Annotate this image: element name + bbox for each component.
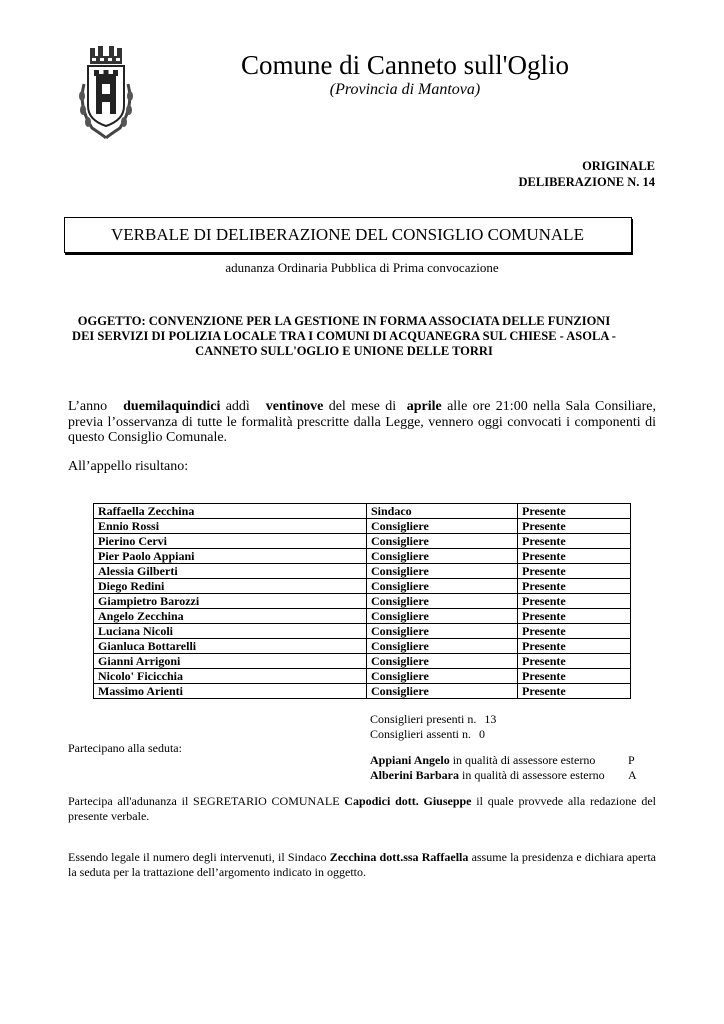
attendance-summary <box>370 712 496 742</box>
assenti-label: Consiglieri assenti n. <box>370 727 471 741</box>
table-row <box>94 624 631 639</box>
assessore-row <box>370 753 640 768</box>
mese-label: del mese di <box>328 399 397 414</box>
member-name-cell: Pier Paolo Appiani <box>94 549 367 564</box>
member-role-cell: Consigliere <box>367 549 518 564</box>
sindaco-after: assume la presidenza e dichiara aperta la seduta per la trattazione dell’argomento indicato in oggetto. <box>68 850 657 879</box>
member-role-cell: Consigliere <box>367 609 518 624</box>
intro-paragraph <box>68 399 656 446</box>
member-name-cell: Angelo Zecchina <box>94 609 367 624</box>
member-status-cell: Presente <box>518 519 631 534</box>
member-status-cell: Presente <box>518 549 631 564</box>
segretario-after: il quale provvede alla redazione del presente verbale. <box>68 794 657 823</box>
session-type: adunanza Ordinaria Pubblica di Prima convocazione <box>225 260 499 275</box>
member-name-cell: Giampietro Barozzi <box>94 594 367 609</box>
member-status-cell: Presente <box>518 684 631 699</box>
member-role-cell: Sindaco <box>367 504 518 519</box>
table-row <box>94 534 631 549</box>
table-row <box>94 519 631 534</box>
member-status-cell: Presente <box>518 564 631 579</box>
subject-block <box>66 314 622 359</box>
addi-label: addì <box>225 399 250 414</box>
assessore-status: A <box>628 768 637 782</box>
partecipano-label: Partecipano alla seduta: <box>68 741 182 755</box>
assessori-list <box>370 753 640 783</box>
assessore-desc: in qualità di assessore esterno <box>452 753 596 767</box>
mese-value: aprile <box>406 399 442 414</box>
member-status-cell: Presente <box>518 594 631 609</box>
giorno-value: ventinove <box>265 399 324 414</box>
municipality-title: Comune di Canneto sull'Oglio <box>240 50 570 80</box>
member-status-cell: Presente <box>518 609 631 624</box>
sindaco-before: Essendo legale il numero degli intervenuti, il Sindaco <box>68 850 330 864</box>
table-row <box>94 594 631 609</box>
assessore-name: Appiani Angelo <box>370 753 450 767</box>
member-status-cell: Presente <box>518 669 631 684</box>
table-row <box>94 549 631 564</box>
member-role-cell: Consigliere <box>367 639 518 654</box>
member-role-cell: Consigliere <box>367 669 518 684</box>
table-row <box>94 579 631 594</box>
member-status-cell: Presente <box>518 534 631 549</box>
table-row <box>94 669 631 684</box>
anno-value: duemilaquindici <box>123 399 221 414</box>
assenti-count: 0 <box>479 727 485 741</box>
member-name-cell: Pierino Cervi <box>94 534 367 549</box>
attendance-table <box>93 503 631 699</box>
segretario-name: Capodici dott. Giuseppe <box>344 794 472 808</box>
table-row <box>94 609 631 624</box>
member-role-cell: Consigliere <box>367 654 518 669</box>
province-subtitle: (Provincia di Mantova) <box>329 81 481 98</box>
table-row <box>94 639 631 654</box>
attendance-table-wrapper <box>93 503 631 699</box>
sindaco-paragraph <box>68 850 656 880</box>
member-status-cell: Presente <box>518 639 631 654</box>
presenti-count: 13 <box>484 712 497 726</box>
assessore-status: P <box>628 753 635 767</box>
table-row <box>94 654 631 669</box>
member-role-cell: Consigliere <box>367 579 518 594</box>
assessore-desc: in qualità di assessore esterno <box>462 768 605 782</box>
member-status-cell: Presente <box>518 654 631 669</box>
member-role-cell: Consigliere <box>367 684 518 699</box>
member-name-cell: Diego Redini <box>94 579 367 594</box>
subject-line-2: DEI SERVIZI DI POLIZIA LOCALE TRA I COMUNI DI ACQUANEGRA SUL CHIESE - ASOLA - <box>72 329 616 343</box>
member-status-cell: Presente <box>518 624 631 639</box>
attendance-table-body <box>94 504 631 699</box>
member-name-cell: Nicolo' Ficicchia <box>94 669 367 684</box>
member-role-cell: Consigliere <box>367 564 518 579</box>
assessore-name: Alberini Barbara <box>370 768 459 782</box>
presenti-label: Consiglieri presenti n. <box>370 712 477 726</box>
member-name-cell: Gianluca Bottarelli <box>94 639 367 654</box>
intro-rest: alle ore 21:00 nella Sala Consiliare, previa l’osservanza di tutte le formalità prescritte dalla Legge, vennero oggi convocati i componenti di questo Consiglio Comunale. <box>68 399 657 445</box>
member-role-cell: Consigliere <box>367 519 518 534</box>
member-role-cell: Consigliere <box>367 624 518 639</box>
member-name-cell: Massimo Arienti <box>94 684 367 699</box>
member-name-cell: Gianni Arrigoni <box>94 654 367 669</box>
segretario-paragraph <box>68 794 656 824</box>
assessore-row <box>370 768 640 783</box>
document-status-block <box>519 158 656 190</box>
deliberation-number: DELIBERAZIONE N. 14 <box>518 175 655 189</box>
subject-line-1: OGGETTO: CONVENZIONE PER LA GESTIONE IN FORMA ASSOCIATA DELLE FUNZIONI <box>77 314 611 328</box>
member-role-cell: Consigliere <box>367 534 518 549</box>
sindaco-name: Zecchina dott.ssa Raffaella <box>329 850 469 864</box>
table-row <box>94 504 631 519</box>
member-name-cell: Luciana Nicoli <box>94 624 367 639</box>
member-status-cell: Presente <box>518 504 631 519</box>
verbale-title-box: VERBALE DI DELIBERAZIONE DEL CONSIGLIO COMUNALE <box>64 217 632 253</box>
member-name-cell: Raffaella Zecchina <box>94 504 367 519</box>
original-label: ORIGINALE <box>582 159 655 173</box>
member-name-cell: Ennio Rossi <box>94 519 367 534</box>
table-row <box>94 684 631 699</box>
anno-label: L’anno <box>68 399 108 414</box>
subject-line-3: CANNETO SULL'OGLIO E UNIONE DELLE TORRI <box>195 344 493 358</box>
table-row <box>94 564 631 579</box>
member-status-cell: Presente <box>518 579 631 594</box>
appello-label: All’appello risultano: <box>68 459 189 474</box>
segretario-before: Partecipa all'adunanza il SEGRETARIO COMUNALE <box>68 794 340 808</box>
member-name-cell: Alessia Gilberti <box>94 564 367 579</box>
member-role-cell: Consigliere <box>367 594 518 609</box>
municipal-crest-logo <box>78 44 134 140</box>
